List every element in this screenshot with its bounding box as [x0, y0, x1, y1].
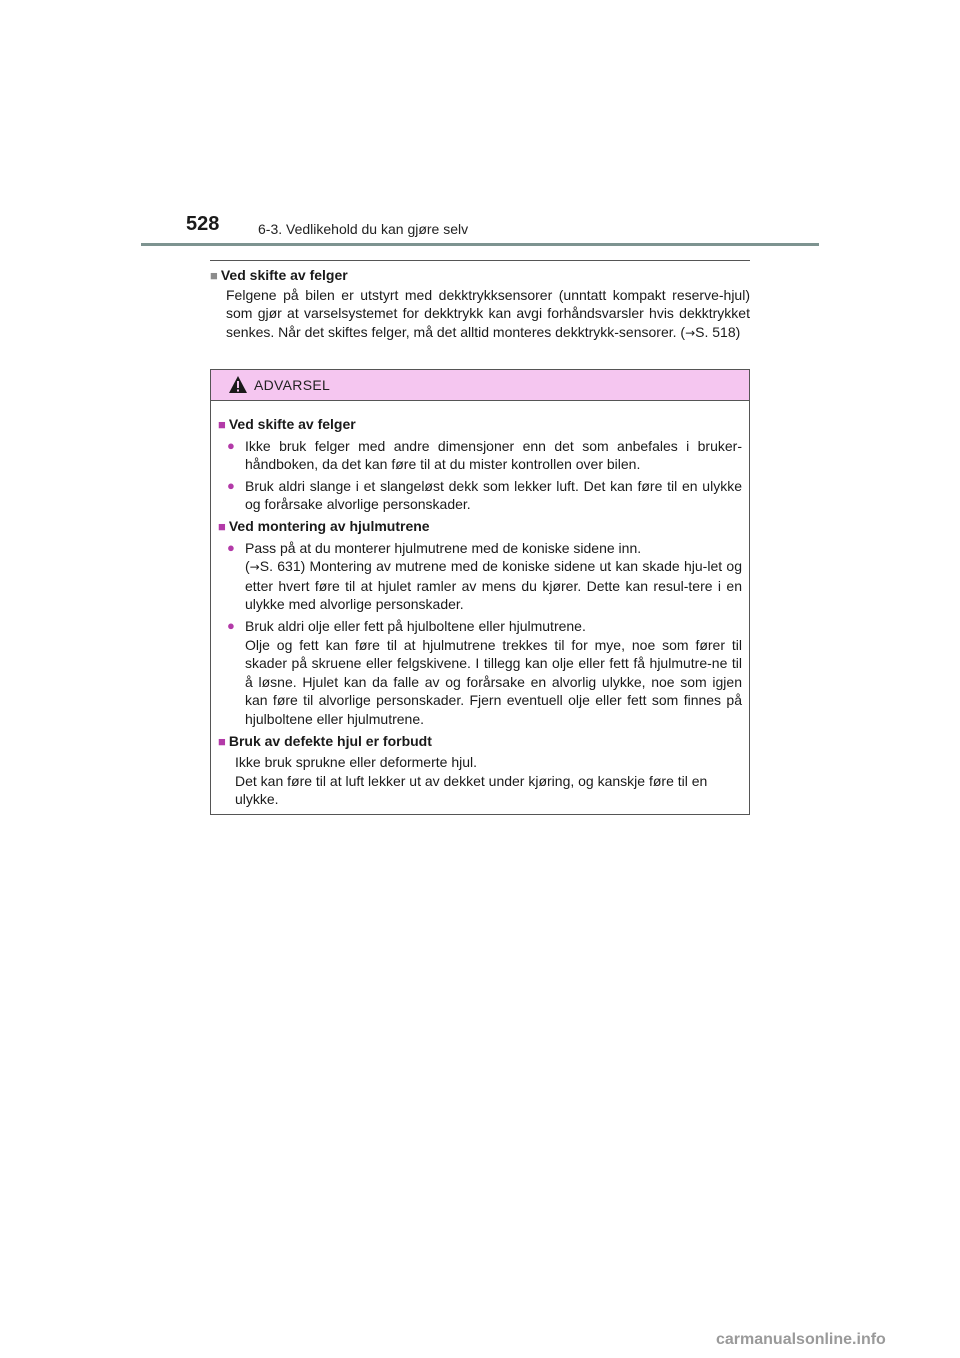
warning-body — [211, 401, 749, 809]
circle-bullet-icon: ● — [227, 477, 235, 493]
warning-title: ADVARSEL — [254, 377, 331, 393]
warning-triangle-icon — [228, 375, 248, 394]
header-rule — [141, 243, 819, 246]
warning-section-heading: ■ Ved montering av hjulmutrene — [218, 517, 430, 534]
intro-section — [210, 266, 750, 342]
paragraph: Ikke bruk sprukne eller deformerte hjul. Det kan føre til at luft lekker ut av dekket under kjøring, og kanskje føre til en ulykke. — [235, 754, 708, 808]
circle-bullet-icon: ● — [227, 617, 235, 633]
arrow-right-icon: → — [685, 325, 696, 340]
warning-header — [211, 370, 749, 401]
square-bullet-icon: ■ — [218, 518, 226, 534]
warning-section-heading: ■ Ved skifte av felger — [218, 416, 356, 432]
square-bullet-icon: ■ — [218, 417, 226, 432]
section-title: 6-3. Vedlikehold du kan gjøre selv — [258, 221, 469, 237]
section-heading: ■ Ved skifte av felger — [210, 267, 348, 283]
list-item: ● Pass på at du monterer hjulmutrene med de koniske sidene inn. (→S. 631) Montering av mutrene med de koniske sidene ut kan skade hju-let og etter hvert føre til at hjulet ramler av mens du kjører. Dette kan resul-tere i en ulykke med alvorlige personskader. — [218, 539, 742, 614]
intro-text: Felgene på bilen er utstyrt med dekktrykksensorer (unntatt kompakt reserve-hjul) som gjør at varselsystemet for dekktrykk kan avgi forhåndsvarsler hvis dekktrykket senkes. Når det skiftes felger, må det alltid monteres dekktrykk-sensorer. (→S. 518) — [226, 286, 750, 340]
page-header — [0, 0, 960, 250]
warning-section-heading: ■ Bruk av defekte hjul er forbudt — [218, 732, 432, 749]
arrow-right-icon: → — [249, 560, 260, 575]
divider — [210, 260, 750, 261]
circle-bullet-icon: ● — [227, 437, 235, 453]
square-bullet-icon: ■ — [218, 733, 226, 749]
circle-bullet-icon: ● — [227, 539, 235, 555]
page-number: 528 — [186, 213, 220, 235]
list-item: ● Bruk aldri olje eller fett på hjulboltene eller hjulmutrene. Olje og fett kan føre til at hjulmutrene trekkes til for mye, noe som fører til skader på skruene eller felgskivene. I tillegg kan olje eller fett få hjulmutre-ne til å løsne. Hjulet kan da falle av og forårsake en alvorlig ulykke, noe som igjen kan føre til alvorlige personskader. Fjern eventuell olje eller fett som finnes på hjulboltene eller hjulmutrene. — [218, 617, 742, 729]
watermark: carmanualsonline.info — [716, 1331, 886, 1348]
square-bullet-icon: ■ — [210, 268, 218, 283]
list-item: ● Bruk aldri slange i et slangeløst dekk som lekker luft. Det kan føre til en ulykke og forårsake alvorlige personskader. — [218, 477, 742, 514]
warning-box — [210, 369, 750, 815]
list-item: ● Ikke bruk felger med andre dimensjoner enn det som anbefales i bruker-håndboken, da det kan føre til at du mister kontrollen over bilen. — [218, 437, 742, 474]
